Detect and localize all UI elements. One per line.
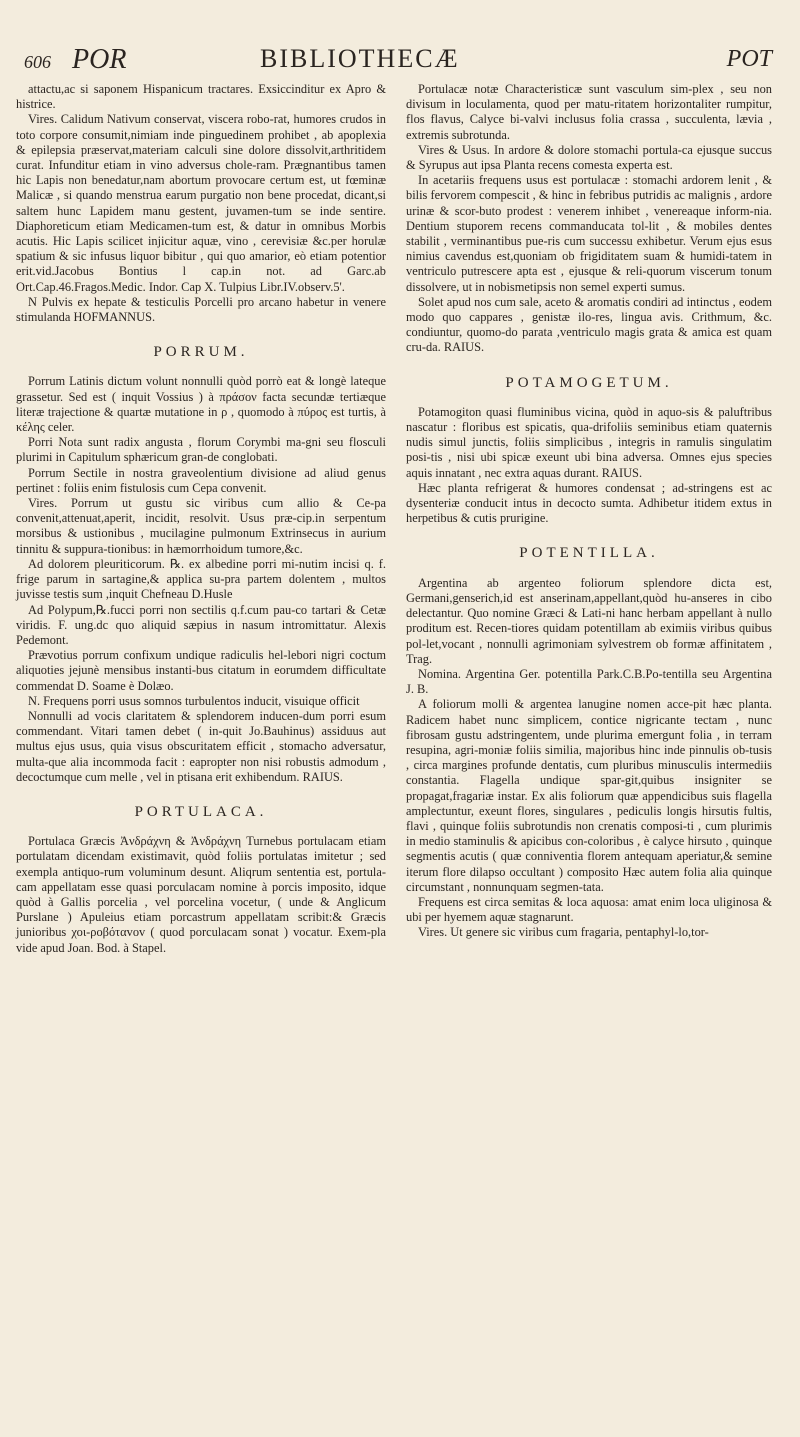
header-title: BIBLIOTHECÆ — [260, 44, 460, 73]
paragraph: N Pulvis ex hepate & testiculis Porcelli pro arcano habetur in venere stimulanda HOFMANNUS. — [16, 294, 386, 325]
header-right-word: POT — [726, 46, 772, 72]
paragraph: Ad Polypum,℞.fucci porri non sectilis q.f.cum pau-co tartari & Cetæ viridis. F. ung.dc quo aliquid sæpius in nasum intromittatur. Alexis Pedemont. — [16, 602, 386, 647]
paragraph: Prævotius porrum confixum undique radiculis hel-lebori nigri coctum aliquoties jejunè mensibus instanti-bus citatum in eorumdem difficultate commendat D. Soame è Dolæo. — [16, 648, 386, 693]
paragraph: Nomina. Argentina Ger. potentilla Park.C.B.Po-tentilla seu Argentina J. B. — [406, 666, 772, 697]
left-column — [16, 82, 386, 956]
paragraph: In acetariis frequens usus est portulacæ : stomachi ardorem lenit , & bilis fervorem compescit , & hinc in febribus putridis ac malignis , ardore urinæ & scor-buto prodest : venerem inhibet , venereaque inform-nia. Dentium stuporem recens commanducata tol-lit , & mobiles dentes stabilit , verminantibus pue-ris cum successu exhibetur. Verum ejus esus nimius cavendus est,quoniam ob frigiditatem suam & humidi-tatem in ventriculo putrescere apta est , ejusque & reli-quorum viscerum tonum dissolvere, ut in nobismetipsis non semel experti sumus. — [406, 173, 772, 294]
paragraph: Vires. Porrum ut gustu sic viribus cum allio & Ce-pa convenit,attenuat,aperit, incidit, resolvit. Usus præ-cip.in serpentum morsibus & ustionibus , mucilagine pulmonum Extrinsecus in aurium tinnitu & suppura-tionibus: in hæmorrhoidum tumore,&c. — [16, 496, 386, 556]
paragraph: Argentina ab argenteo foliorum splendore dicta est, Germani,genserich,id est anserinam,appellant,quòd hu-anseres in cibo delectantur. Quo nomine Græci & Lati-ni hanc herbam appellant à nullo proditum est. Recen-tiores quidam potentillam ab eximiis viribus quibus pol-let,vocant , nonnulli agrimoniam sylvestrem ob formæ affinitatem , Trag. — [406, 575, 772, 666]
paragraph: Nonnulli ad vocis claritatem & splendorem inducen-dum porri esum commendant. Vitari tamen debet ( in-quit Jo.Bauhinus) assiduus aut multus ejus usus, quia visus obscuritatem efficit , stomacho adversatur, multa-que alia incommoda facit : eapropter non nisi robustis admodum , decoctumque cum melle , vel in ptisana erit exhibendum. RAIUS. — [16, 708, 386, 784]
right-column — [406, 82, 772, 941]
running-header — [24, 44, 780, 84]
paragraph: Vires. Calidum Nativum conservat, viscera robo-rat, humores crudos in toto corpore consumit,nimiam inde pinguedinem prohibet , ab apoplexia & epilepsia præservat,materiam calculi sine dolore dissolvit,arthritidem curat. Infunditur etiam in vino adversus chole-ram. Prægnantibus tamen hic Lapis non benedatur,nam abortum provocare certum est, ut fœminæ Malicæ , si quando menstrua earum purgatio non bene procedat, dicant,si saltem hunc Lapidem manu gestent, juvamen-tum se inde sentire. Diaphoreticum etiam Medicamen-tum est, & datur in omnibus Morbis acutis. Hic Lapis scilicet injicitur aquæ, vino , cerevisiæ &c.per horulæ spatium & sic infusus liquor bibitur , qui quo amarior, eò etiam potentior erit.vid.Jacobus Bontius l cap.in not. ad Garc.ab Ort.Cap.46.Fragos.Medic. Indor. Cap X. Tulpius Libr.IV.observ.5'. — [16, 112, 386, 294]
header-left-word: POR — [72, 44, 127, 75]
paragraph: Portulaca Græcis Ἀνδράχνη & Ἀνδράχνη Turnebus portulacam etiam portulatam dicendam existimavit, quòd foliis portulatas imitetur ; sed exempla antiquo-rum voluminum desunt. Aliqrum sententia est, portula-cam appellatam esse quasi porculacam nomine à porcis imposito, idque quòd à Gallis porcelia , vel porcelina vocetur, ( unde & Anglicum Purslane ) Apuleius etiam porcastrum appellatam scribit:& Græcis junioribus χοι-ροβόταvov ( quod porculacam sonat ) vocatur. Exem-pla vide apud Joan. Bod. à Stapel. — [16, 834, 386, 955]
paragraph: Ad dolorem pleuriticorum. ℞. ex albedine porri mi-nutim incisi q. f. frige parum in sartagine,& applica su-pra partem dolentem , multos juvisse testis sum ,inquit Chefneau D.Husle — [16, 556, 386, 602]
paragraph: Vires. Ut genere sic viribus cum fragaria, pentaphyl-lo,tor- — [418, 925, 709, 940]
paragraph: attactu,ac si saponem Hispanicum tractares. Exsiccinditur ex Apro & histrice. — [16, 82, 386, 112]
paragraph: Vires & Usus. In ardore & dolore stomachi portula-ca ejusque succus & Syrupus aut ipsa Planta recens comesta experta est. — [406, 142, 772, 173]
paragraph: Hæc planta refrigerat & humores condensat ; ad-stringens est ac dysenteriæ conducit intus in decocto sumta. Adhibetur itidem extus in herpetibus & cutis prurigine. — [406, 480, 772, 526]
paragraph: Solet apud nos cum sale, aceto & aromatis condiri ad intinctus , eodem modo quo cappares , genistæ ilo-res, lingua avis. Crithmum, &c. condiuntur, quomo-do parata ,ventriculo magis grata & amica est quam cru-da. RAIUS. — [406, 294, 772, 355]
paragraph: N. Frequens porri usus somnos turbulentos inducit, visuique officit — [28, 693, 360, 708]
section-title-portulaca: PORTULACA. — [134, 803, 268, 820]
paragraph: Porrum Latinis dictum volunt nonnulli quòd porrò eat & longè lateque grassetur. Sed est ( inquit Vossius ) à πράσον facta secundæ tertiæque literæ trajectione & quartæ mutatione in ρ , quomodo à πύρος est turtis, à κέλης celer. — [16, 374, 386, 435]
paragraph: Porrum Sectile in nostra graveolentium divisione ad aliud genus pertinet : foliis enim fistulosis cum Cepa convenit. — [16, 465, 386, 495]
paragraph: Portulacæ notæ Characteristicæ sunt vasculum sim-plex , seu non divisum in loculamenta, quod per matu-ritatem horizontaliter rumpitur, flos flavus, Calyce bi-valvi inclusus folia crassa , succulenta, lævia , extremis subrotunda. — [406, 82, 772, 142]
section-title-porrum: PORRUM. — [153, 344, 249, 361]
paragraph: A foliorum molli & argentea lanugine nomen acce-pit hæc planta. Radicem habet nunc simplicem, contice nigricante tectam , nunc fibrosam gustu adstringentem, unde plurima emergunt folia , in terram resupina, agri-moniæ foliis similia, majoribus hinc inde pinnulis ob-tusis , circa margines profunde dentatis, cum pluribus minusculis intermediis constantia. Flagella undique spar-git,quibus insigniter se propagat,fragariæ instar. Ex alis foliorum quæ appendicibus suis flagella amplectuntur, exeunt flores, singulares , pediculis longis hirsutis fultis, flavi , quinque foliis subrotundis non crenatis composi-ti , cum plurimis in medio staminulis & apicibus con-coloribus , è calyce hirsuto , quinque segmentis acutis ( quæ conniventia florem antequam aperiatur,& semine iterum flore dilapso occultant ) composito Hæc autem folia alia quinque circumstant , nonnunquam segmen-tata. — [406, 697, 772, 894]
page-number: 606 — [24, 52, 51, 72]
section-title-potentilla: POTENTILLA. — [519, 545, 659, 562]
paragraph: Potamogiton quasi fluminibus vicina, quòd in aquo-sis & paluftribus nascatur : floribus est spicatis, qua-drifoliis seminibus etiam quaternis nudis simul junctis, foliis simplicibus , integris in ramulis singulatim posi-tis , nisi ubi spicæ exeunt ubi bina adversa. Omnes ejus species aquis innatant , nec extra aquas durant. RAIUS. — [406, 404, 772, 480]
paragraph: Porri Nota sunt radix angusta , florum Corymbi ma-gni seu flosculi plurimi in Capitulum sphæricum gran-de conglobati. — [16, 435, 386, 465]
paragraph: Frequens est circa semitas & loca aquosa: amat enim loca uliginosa & ubi per hyemem aquæ stagnarunt. — [406, 894, 772, 925]
section-title-potamogetum: POTAMOGETUM. — [505, 374, 673, 391]
